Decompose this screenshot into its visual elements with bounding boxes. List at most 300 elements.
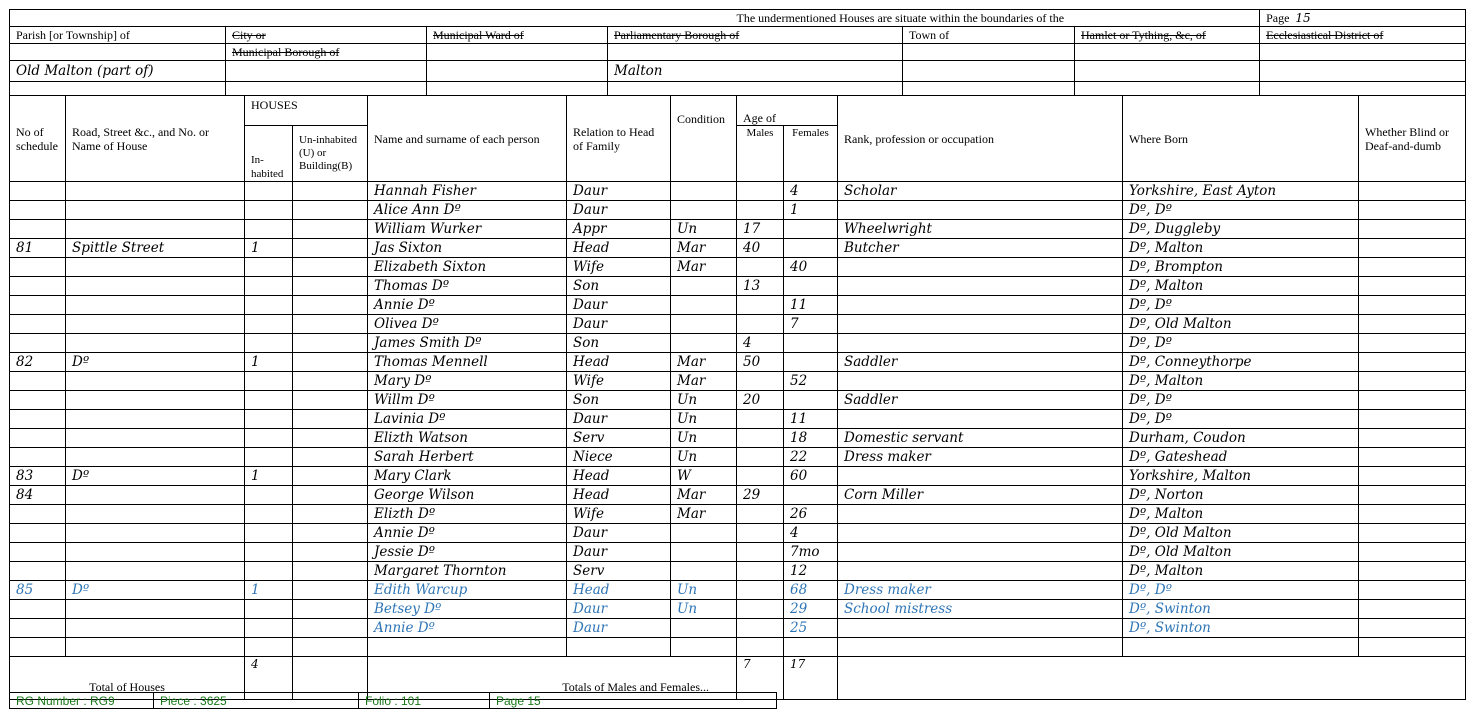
col-name: Name and surname of each person — [368, 96, 567, 182]
males-cell — [737, 638, 784, 657]
condition-cell: Un — [671, 429, 737, 448]
rg-number: RG Number : RG9 — [10, 693, 154, 709]
totals-persons-label: Totals of Males and Females... — [368, 657, 737, 700]
males-cell — [737, 315, 784, 334]
relation-cell: Son — [567, 391, 671, 410]
schedule-cell — [10, 448, 66, 467]
blind-cell — [1359, 524, 1466, 543]
schedule-cell — [10, 543, 66, 562]
schedule-cell — [10, 334, 66, 353]
relation-cell: Daur — [567, 296, 671, 315]
males-total: 7 — [737, 657, 784, 700]
name-cell: Elizabeth Sixton — [368, 258, 567, 277]
table-row — [10, 353, 1466, 372]
females-cell: 4 — [784, 182, 838, 201]
males-cell — [737, 600, 784, 619]
schedule-cell: 85 — [10, 581, 66, 600]
females-cell: 26 — [784, 505, 838, 524]
name-cell: Hannah Fisher — [368, 182, 567, 201]
schedule-cell — [10, 619, 66, 638]
males-cell — [737, 296, 784, 315]
blind-cell — [1359, 353, 1466, 372]
males-cell: 4 — [737, 334, 784, 353]
females-cell: 4 — [784, 524, 838, 543]
col-houses: HOUSES — [245, 96, 368, 126]
condition-cell — [671, 524, 737, 543]
uninhabited-cell — [293, 524, 368, 543]
occupation-cell — [838, 201, 1123, 220]
condition-cell: Mar — [671, 486, 737, 505]
table-row — [10, 619, 1466, 638]
schedule-cell — [10, 258, 66, 277]
inhabited-cell — [245, 296, 293, 315]
uninhabited-cell — [293, 201, 368, 220]
table-row — [10, 448, 1466, 467]
schedule-cell — [10, 638, 66, 657]
inhabited-cell — [245, 372, 293, 391]
table-row — [10, 600, 1466, 619]
males-cell: 40 — [737, 239, 784, 258]
road-cell — [66, 524, 245, 543]
name-cell: Mary Dº — [368, 372, 567, 391]
occupation-cell: School mistress — [838, 600, 1123, 619]
table-row — [10, 372, 1466, 391]
relation-cell: Daur — [567, 543, 671, 562]
uninhabited-cell — [293, 410, 368, 429]
relation-cell: Wife — [567, 372, 671, 391]
blind-cell — [1359, 277, 1466, 296]
blind-cell — [1359, 391, 1466, 410]
birthplace-cell: Dº, Dº — [1123, 391, 1359, 410]
relation-cell: Daur — [567, 619, 671, 638]
females-cell — [784, 220, 838, 239]
occupation-cell — [838, 543, 1123, 562]
males-cell — [737, 505, 784, 524]
females-total: 17 — [784, 657, 838, 700]
inhabited-cell — [245, 562, 293, 581]
schedule-cell — [10, 410, 66, 429]
uninhabited-cell — [293, 448, 368, 467]
birthplace-cell: Durham, Coudon — [1123, 429, 1359, 448]
birthplace-cell: Dº, Norton — [1123, 486, 1359, 505]
road-cell — [66, 505, 245, 524]
relation-cell: Daur — [567, 315, 671, 334]
occupation-cell — [838, 315, 1123, 334]
table-row — [10, 315, 1466, 334]
uninhabited-cell — [293, 581, 368, 600]
blind-cell — [1359, 581, 1466, 600]
parish-value: Old Malton (part of) — [10, 61, 226, 82]
blind-cell — [1359, 258, 1466, 277]
col-blind: Whether Blind or Deaf-and-dumb — [1359, 96, 1466, 182]
blind-cell — [1359, 296, 1466, 315]
occupation-cell: Dress maker — [838, 581, 1123, 600]
blind-cell — [1359, 448, 1466, 467]
occupation-cell: Corn Miller — [838, 486, 1123, 505]
birthplace-cell: Dº, Dº — [1123, 581, 1359, 600]
reference-footer — [9, 692, 777, 709]
schedule-cell: 84 — [10, 486, 66, 505]
females-cell: 25 — [784, 619, 838, 638]
name-cell: Lavinia Dº — [368, 410, 567, 429]
table-row — [10, 429, 1466, 448]
condition-cell — [671, 619, 737, 638]
females-cell — [784, 353, 838, 372]
schedule-cell — [10, 562, 66, 581]
blind-cell — [1359, 467, 1466, 486]
uninhabited-cell — [293, 258, 368, 277]
schedule-cell — [10, 277, 66, 296]
table-row — [10, 467, 1466, 486]
blind-cell — [1359, 334, 1466, 353]
relation-cell: Wife — [567, 258, 671, 277]
condition-cell: Mar — [671, 372, 737, 391]
table-row — [10, 410, 1466, 429]
page-number: 15 — [1295, 11, 1311, 25]
uninhabited-cell — [293, 505, 368, 524]
schedule-cell: 82 — [10, 353, 66, 372]
occupation-cell — [838, 296, 1123, 315]
birthplace-cell: Dº, Dº — [1123, 201, 1359, 220]
inhabited-cell — [245, 258, 293, 277]
municipal-borough-label: Municipal Borough of — [226, 44, 427, 61]
inhabited-cell: 1 — [245, 239, 293, 258]
condition-cell: W — [671, 467, 737, 486]
uninhabited-cell — [293, 239, 368, 258]
birthplace-cell: Dº, Old Malton — [1123, 315, 1359, 334]
inhabited-cell — [245, 448, 293, 467]
condition-cell: Mar — [671, 258, 737, 277]
birthplace-cell: Dº, Dº — [1123, 410, 1359, 429]
total-houses-label: Total of Houses — [10, 657, 245, 700]
col-occupation: Rank, profession or occupation — [838, 96, 1123, 182]
inhabited-cell: 1 — [245, 467, 293, 486]
uninhabited-cell — [293, 277, 368, 296]
relation-cell: Head — [567, 581, 671, 600]
birthplace-cell: Yorkshire, East Ayton — [1123, 182, 1359, 201]
uninhabited-cell — [293, 429, 368, 448]
table-row — [10, 391, 1466, 410]
road-cell — [66, 619, 245, 638]
blind-cell — [1359, 600, 1466, 619]
occupation-cell — [838, 467, 1123, 486]
females-cell: 7mo — [784, 543, 838, 562]
condition-cell: Un — [671, 448, 737, 467]
table-row — [10, 638, 1466, 657]
col-condition: Condition — [671, 96, 737, 182]
table-row — [10, 524, 1466, 543]
males-cell — [737, 372, 784, 391]
blind-cell — [1359, 638, 1466, 657]
birthplace-cell: Dº, Malton — [1123, 372, 1359, 391]
road-cell — [66, 543, 245, 562]
birthplace-cell: Dº, Duggleby — [1123, 220, 1359, 239]
females-cell — [784, 391, 838, 410]
occupation-cell — [838, 334, 1123, 353]
schedule-cell — [10, 524, 66, 543]
name-cell: Jas Sixton — [368, 239, 567, 258]
table-row — [10, 277, 1466, 296]
road-cell — [66, 334, 245, 353]
females-cell: 1 — [784, 201, 838, 220]
condition-cell — [671, 277, 737, 296]
municipal-ward-label: Municipal Ward of — [427, 27, 608, 44]
birthplace-cell: Dº, Dº — [1123, 334, 1359, 353]
inhabited-cell — [245, 315, 293, 334]
name-cell: Elizth Dº — [368, 505, 567, 524]
schedule-cell — [10, 220, 66, 239]
condition-cell: Un — [671, 391, 737, 410]
table-row — [10, 543, 1466, 562]
occupation-cell: Butcher — [838, 239, 1123, 258]
condition-cell: Un — [671, 600, 737, 619]
uninhabited-cell — [293, 486, 368, 505]
males-cell — [737, 429, 784, 448]
folio-number: Folio : 101 — [359, 693, 490, 709]
condition-cell: Mar — [671, 505, 737, 524]
schedule-cell — [10, 201, 66, 220]
uninhabited-cell — [293, 467, 368, 486]
females-cell: 12 — [784, 562, 838, 581]
occupation-cell: Wheelwright — [838, 220, 1123, 239]
road-cell: Spittle Street — [66, 239, 245, 258]
condition-cell: Mar — [671, 239, 737, 258]
birthplace-cell: Dº, Malton — [1123, 239, 1359, 258]
city-label: City or — [226, 27, 427, 44]
blind-cell — [1359, 562, 1466, 581]
birthplace-cell: Dº, Old Malton — [1123, 524, 1359, 543]
birthplace-cell: Dº, Conneythorpe — [1123, 353, 1359, 372]
schedule-cell: 83 — [10, 467, 66, 486]
condition-cell — [671, 334, 737, 353]
inhabited-cell — [245, 277, 293, 296]
name-cell: George Wilson — [368, 486, 567, 505]
relation-cell: Head — [567, 353, 671, 372]
name-cell: Margaret Thornton — [368, 562, 567, 581]
uninhabited-cell — [293, 391, 368, 410]
road-cell — [66, 315, 245, 334]
table-row — [10, 182, 1466, 201]
females-cell: 60 — [784, 467, 838, 486]
condition-cell: Mar — [671, 353, 737, 372]
relation-cell: Appr — [567, 220, 671, 239]
females-cell — [784, 486, 838, 505]
birthplace-cell: Dº, Old Malton — [1123, 543, 1359, 562]
inhabited-cell — [245, 391, 293, 410]
relation-cell: Daur — [567, 524, 671, 543]
males-cell: 13 — [737, 277, 784, 296]
road-cell: Dº — [66, 467, 245, 486]
condition-cell — [671, 201, 737, 220]
males-cell — [737, 448, 784, 467]
table-row — [10, 220, 1466, 239]
uninhabited-cell — [293, 638, 368, 657]
inhabited-cell — [245, 220, 293, 239]
col-age-of: Age of — [737, 96, 838, 126]
road-cell — [66, 372, 245, 391]
road-cell — [66, 182, 245, 201]
females-cell — [784, 334, 838, 353]
schedule-cell — [10, 296, 66, 315]
parliamentary-borough-label: Parliamentary Borough of — [608, 27, 903, 44]
occupation-cell: Domestic servant — [838, 429, 1123, 448]
name-cell: Thomas Dº — [368, 277, 567, 296]
schedule-cell — [10, 315, 66, 334]
condition-cell — [671, 543, 737, 562]
name-cell: Edith Warcup — [368, 581, 567, 600]
inhabited-cell — [245, 182, 293, 201]
males-cell — [737, 619, 784, 638]
road-cell — [66, 562, 245, 581]
col-uninhabited: Un-inhabited (U) or Building(B) — [293, 126, 368, 182]
road-cell — [66, 448, 245, 467]
table-row — [10, 562, 1466, 581]
inhabited-cell — [245, 600, 293, 619]
name-cell: Elizth Watson — [368, 429, 567, 448]
males-cell — [737, 182, 784, 201]
birthplace-cell: Dº, Brompton — [1123, 258, 1359, 277]
females-cell: 29 — [784, 600, 838, 619]
inhabited-cell: 1 — [245, 581, 293, 600]
occupation-cell — [838, 638, 1123, 657]
census-rows — [10, 182, 1466, 657]
inhabited-cell — [245, 410, 293, 429]
table-row — [10, 201, 1466, 220]
birthplace-cell: Dº, Swinton — [1123, 619, 1359, 638]
occupation-cell — [838, 410, 1123, 429]
road-cell — [66, 391, 245, 410]
relation-cell: Wife — [567, 505, 671, 524]
schedule-cell: 81 — [10, 239, 66, 258]
birthplace-cell: Dº, Malton — [1123, 277, 1359, 296]
schedule-cell — [10, 391, 66, 410]
uninhabited-cell — [293, 315, 368, 334]
relation-cell: Daur — [567, 600, 671, 619]
name-cell: Jessie Dº — [368, 543, 567, 562]
ecclesiastical-label: Ecclesiastical District of — [1260, 27, 1466, 44]
blind-cell — [1359, 182, 1466, 201]
males-cell: 50 — [737, 353, 784, 372]
relation-cell: Daur — [567, 182, 671, 201]
birthplace-cell — [1123, 638, 1359, 657]
schedule-cell — [10, 600, 66, 619]
boundary-title: The undermentioned Houses are situate within the boundaries of the — [10, 10, 1260, 27]
blind-cell — [1359, 372, 1466, 391]
males-cell — [737, 201, 784, 220]
relation-cell: Head — [567, 486, 671, 505]
hamlet-label: Hamlet or Tything, &c, of — [1075, 27, 1260, 44]
females-cell: 22 — [784, 448, 838, 467]
table-row — [10, 239, 1466, 258]
females-cell: 7 — [784, 315, 838, 334]
occupation-cell: Scholar — [838, 182, 1123, 201]
males-cell — [737, 258, 784, 277]
road-cell — [66, 277, 245, 296]
uninhabited-cell — [293, 353, 368, 372]
name-cell: Annie Dº — [368, 296, 567, 315]
census-table — [9, 95, 1466, 700]
relation-cell: Son — [567, 277, 671, 296]
name-cell: James Smith Dº — [368, 334, 567, 353]
occupation-cell — [838, 619, 1123, 638]
name-cell: Alice Ann Dº — [368, 201, 567, 220]
inhabited-cell — [245, 429, 293, 448]
blind-cell — [1359, 201, 1466, 220]
parliamentary-value: Malton — [608, 61, 903, 82]
condition-cell: Un — [671, 220, 737, 239]
females-cell: 18 — [784, 429, 838, 448]
condition-cell — [671, 638, 737, 657]
relation-cell: Serv — [567, 429, 671, 448]
males-cell — [737, 524, 784, 543]
schedule-cell — [10, 182, 66, 201]
females-cell — [784, 277, 838, 296]
schedule-cell — [10, 505, 66, 524]
birthplace-cell: Dº, Malton — [1123, 562, 1359, 581]
relation-cell: Son — [567, 334, 671, 353]
uninhabited-cell — [293, 372, 368, 391]
blind-cell — [1359, 429, 1466, 448]
table-row — [10, 334, 1466, 353]
blind-cell — [1359, 619, 1466, 638]
col-schedule: No of schedule — [10, 96, 66, 182]
name-cell: Betsey Dº — [368, 600, 567, 619]
occupation-cell: Dress maker — [838, 448, 1123, 467]
name-cell: Annie Dº — [368, 619, 567, 638]
page-reference: Page 15 — [490, 693, 777, 709]
inhabited-cell: 1 — [245, 353, 293, 372]
uninhabited-cell — [293, 562, 368, 581]
col-males: Males — [737, 126, 784, 182]
road-cell — [66, 429, 245, 448]
name-cell: William Wurker — [368, 220, 567, 239]
uninhabited-cell — [293, 334, 368, 353]
females-cell: 52 — [784, 372, 838, 391]
inhabited-cell — [245, 543, 293, 562]
blind-cell — [1359, 220, 1466, 239]
occupation-cell — [838, 372, 1123, 391]
occupation-cell: Saddler — [838, 391, 1123, 410]
name-cell: Thomas Mennell — [368, 353, 567, 372]
relation-cell: Daur — [567, 201, 671, 220]
females-cell — [784, 239, 838, 258]
blind-cell — [1359, 543, 1466, 562]
occupation-cell — [838, 258, 1123, 277]
occupation-cell: Saddler — [838, 353, 1123, 372]
blind-cell — [1359, 486, 1466, 505]
occupation-cell — [838, 562, 1123, 581]
relation-cell: Head — [567, 239, 671, 258]
uninhabited-cell — [293, 600, 368, 619]
road-cell — [66, 410, 245, 429]
birthplace-cell: Yorkshire, Malton — [1123, 467, 1359, 486]
males-cell: 29 — [737, 486, 784, 505]
inhabited-cell — [245, 486, 293, 505]
road-cell — [66, 600, 245, 619]
table-row — [10, 581, 1466, 600]
relation-cell — [567, 638, 671, 657]
females-cell — [784, 638, 838, 657]
name-cell: Mary Clark — [368, 467, 567, 486]
road-cell — [66, 638, 245, 657]
inhabited-cell — [245, 505, 293, 524]
inhabited-cell — [245, 619, 293, 638]
col-born: Where Born — [1123, 96, 1359, 182]
table-row — [10, 258, 1466, 277]
blind-cell — [1359, 315, 1466, 334]
females-cell: 40 — [784, 258, 838, 277]
relation-cell: Niece — [567, 448, 671, 467]
